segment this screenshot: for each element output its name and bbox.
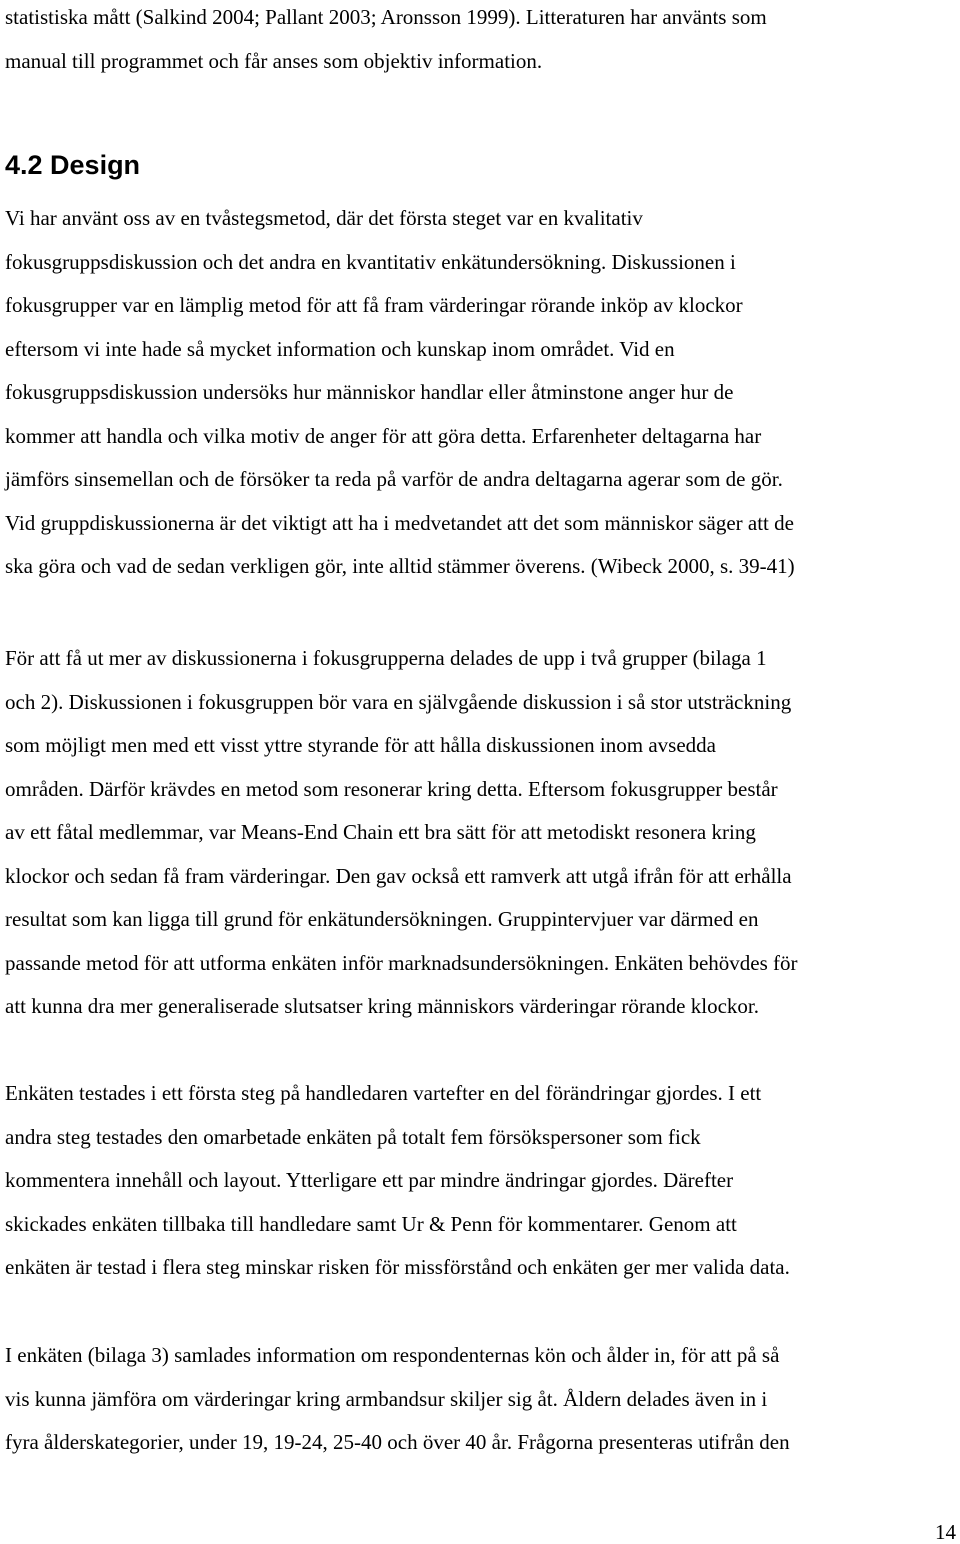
text-line: Vid gruppdiskussionerna är det viktigt att ha i medvetandet att det som människor säger att de — [5, 510, 794, 535]
paragraph-survey-testing — [5, 1072, 790, 1290]
text-line: manual till programmet och får anses som objektiv information. — [5, 48, 543, 73]
text-line: kommentera innehåll och layout. Ytterligare ett par mindre ändringar gjordes. Därefter — [5, 1168, 734, 1192]
text-line: I enkäten (bilaga 3) samlades information om respondenternas kön och ålder in, för att på så — [5, 1343, 780, 1367]
text-line: klockor och sedan få fram värderingar. Den gav också ett ramverk att utgå ifrån för att erhålla — [5, 863, 792, 888]
text-line: fokusgruppsdiskussion undersöks hur människor handlar eller åtminstone anger hur de — [5, 380, 734, 404]
paragraph-focus-groups — [5, 637, 798, 1029]
intro-paragraph — [5, 0, 767, 83]
text-line: resultat som kan ligga till grund för enkätundersökningen. Gruppintervjuer var därmed en — [5, 907, 759, 931]
text-line: ska göra och vad de sedan verkligen gör, inte alltid stämmer överens. (Wibeck 2000, s. 39-41) — [5, 554, 795, 578]
text-line: som möjligt men med ett visst yttre styrande för att hålla diskussionen inom avsedda — [5, 733, 716, 757]
text-line: Vi har använt oss av en tvåstegsmetod, där det första steget var en kvalitativ — [5, 206, 643, 230]
text-line: passande metod för att utforma enkäten inför marknadsundersökningen. Enkäten behövdes för — [5, 950, 798, 975]
text-line: av ett fåtal medlemmar, var Means-End Chain ett bra sätt för att metodiskt resonera kring — [5, 820, 756, 844]
text-line: För att få ut mer av diskussionerna i fokusgrupperna delades de upp i två grupper (bilaga 1 — [5, 646, 767, 670]
paragraph-method — [5, 197, 795, 589]
text-line: fokusgruppsdiskussion och det andra en kvantitativ enkätundersökning. Diskussionen i — [5, 249, 736, 274]
text-line: fokusgrupper var en lämplig metod för att få fram värderingar rörande inköp av klockor — [5, 293, 743, 317]
text-line: andra steg testades den omarbetade enkäten på totalt fem försökspersoner som fick — [5, 1124, 701, 1149]
text-line: kommer att handla och vilka motiv de anger för att göra detta. Erfarenheter deltagarna har — [5, 423, 762, 448]
text-line: att kunna dra mer generaliserade slutsatser kring människors värderingar rörande klockor. — [5, 994, 759, 1018]
page-number: 14 — [935, 1520, 956, 1544]
paragraph-survey-content — [5, 1334, 790, 1465]
text-line: vis kunna jämföra om värderingar kring armbandsur skiljer sig åt. Åldern delades även in i — [5, 1386, 768, 1411]
section-heading: 4.2 Design — [5, 150, 141, 180]
text-line: Enkäten testades i ett första steg på handledaren vartefter en del förändringar gjordes. I ett — [5, 1081, 762, 1105]
text-line: eftersom vi inte hade så mycket information och kunskap inom området. Vid en — [5, 336, 675, 361]
text-line: fyra ålderskategorier, under 19, 19-24, 25-40 och över 40 år. Frågorna presenteras utifrån den — [5, 1430, 790, 1454]
text-line: och 2). Diskussionen i fokusgruppen bör vara en självgående diskussion i så stor utsträckning — [5, 689, 792, 714]
text-line: enkäten är testad i flera steg minskar risken för missförstånd och enkäten ger mer valida data. — [5, 1255, 790, 1279]
text-line: jämförs sinsemellan och de försöker ta reda på varför de andra deltagarna agerar som de gör. — [5, 467, 783, 491]
text-line: områden. Därför krävdes en metod som resonerar kring detta. Eftersom fokusgrupper består — [5, 776, 778, 801]
text-line: skickades enkäten tillbaka till handledare samt Ur & Penn för kommentarer. Genom att — [5, 1211, 737, 1236]
text-line: statistiska mått (Salkind 2004; Pallant 2003; Aronsson 1999). Litteraturen har använts som — [5, 5, 767, 29]
